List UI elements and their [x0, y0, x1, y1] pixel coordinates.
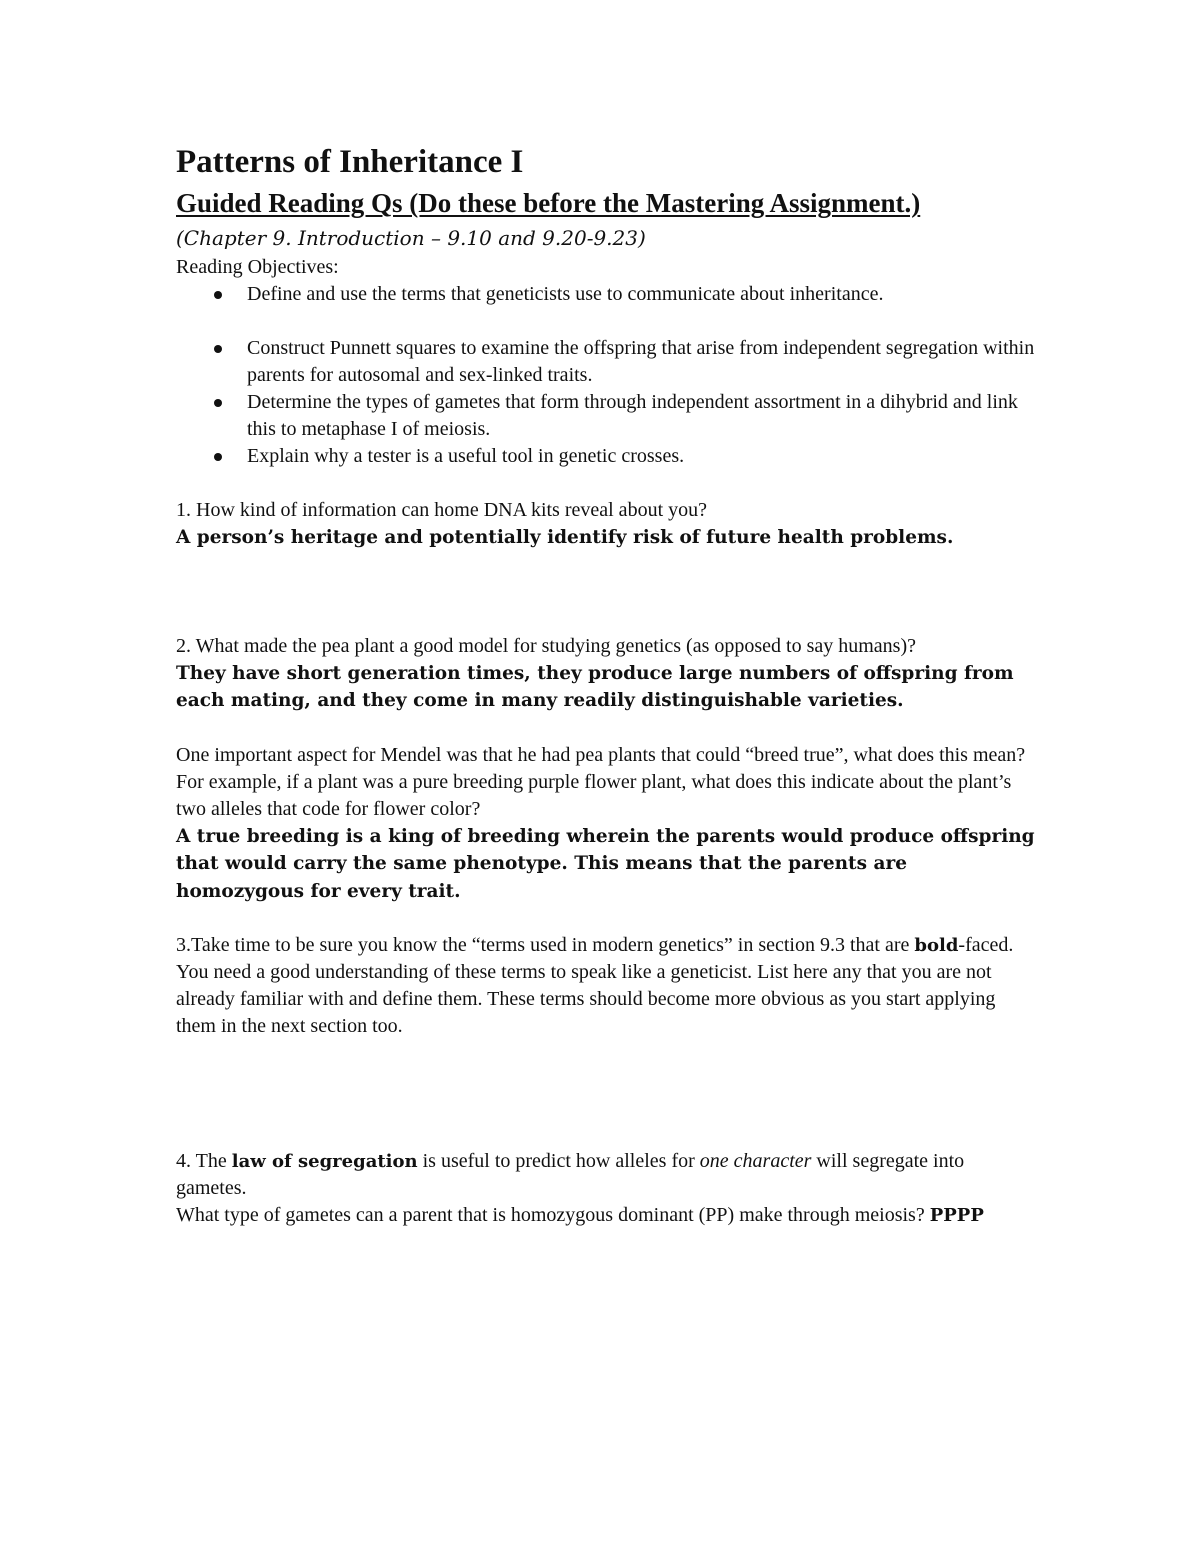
- bullet-icon: [214, 399, 222, 407]
- question-1: 1. How kind of information can home DNA kits reveal about you?: [176, 499, 707, 521]
- question-4-text-cont: is useful to predict how alleles for: [417, 1150, 700, 1172]
- question-4-gametes: [176, 1202, 1036, 1229]
- objectives-list: [176, 281, 1036, 470]
- objectives-heading: Reading Objectives:: [176, 256, 339, 278]
- page-title: Patterns of Inheritance I: [176, 144, 524, 180]
- answer-2-followup: A true breeding is a king of breeding wherein the parents would produce offspring that would carry the same phenotype. This means that the parents are homozygous for every trait.: [176, 825, 1035, 902]
- objective-text: Determine the types of gametes that form through independent assortment in a dihybrid and link this to metaphase I of meiosis.: [247, 391, 1018, 440]
- question-3-text-cont: -faced. You need a good understanding of these terms to speak like a geneticist. List here any that you are not already familiar with and define them. These terms should become more obvious as you start applying them in the next section too.: [176, 934, 1014, 1037]
- objective-item: [176, 335, 1036, 389]
- bullet-icon: [214, 345, 222, 353]
- objective-text: Explain why a tester is a useful tool in genetic crosses.: [247, 445, 685, 467]
- answer-2: They have short generation times, they produce large numbers of offspring from each mating, and they come in many readily distinguishable varieties.: [176, 662, 1014, 711]
- question-4-italic-term: one character: [699, 1150, 812, 1172]
- objective-item: [176, 281, 1036, 308]
- chapter-reference: (Chapter 9. Introduction – 9.10 and 9.20-9.23): [176, 226, 646, 250]
- bullet-icon: [214, 291, 222, 299]
- question-3-bold-word: bold: [914, 935, 959, 956]
- objective-item: [176, 443, 1036, 470]
- bullet-icon: [214, 453, 222, 461]
- question-4-gametes-text: What type of gametes can a parent that is homozygous dominant (PP) make through meiosis?: [176, 1204, 930, 1226]
- document-page: [176, 140, 1036, 1229]
- answer-4: PPPP: [929, 1205, 984, 1226]
- objective-item: [176, 389, 1036, 443]
- answer-1: A person’s heritage and potentially identify risk of future health problems.: [176, 527, 954, 548]
- question-4-text: 4. The: [176, 1150, 232, 1172]
- question-3: [176, 932, 1036, 1040]
- question-4-text-end: will segregate into gametes.: [176, 1150, 965, 1199]
- question-2: 2. What made the pea plant a good model for studying genetics (as opposed to say humans)?: [176, 634, 916, 657]
- question-2-followup: One important aspect for Mendel was that he had pea plants that could “breed true”, what does this mean? For example, if a plant was a pure breeding purple flower plant, what does this indicate about the plant’s two alleles that code for flower color?: [176, 743, 1026, 820]
- page-subtitle: Guided Reading Qs (Do these before the Mastering Assignment.): [176, 188, 921, 218]
- question-4: [176, 1148, 1036, 1202]
- objective-text: Construct Punnett squares to examine the offspring that arise from independent segregation within parents for autosomal and sex-linked traits.: [247, 337, 1035, 386]
- question-3-text: 3.Take time to be sure you know the “terms used in modern genetics” in section 9.3 that are: [176, 934, 915, 956]
- question-4-bold-term: law of segregation: [231, 1151, 418, 1172]
- objective-text: Define and use the terms that geneticists use to communicate about inheritance.: [247, 283, 884, 305]
